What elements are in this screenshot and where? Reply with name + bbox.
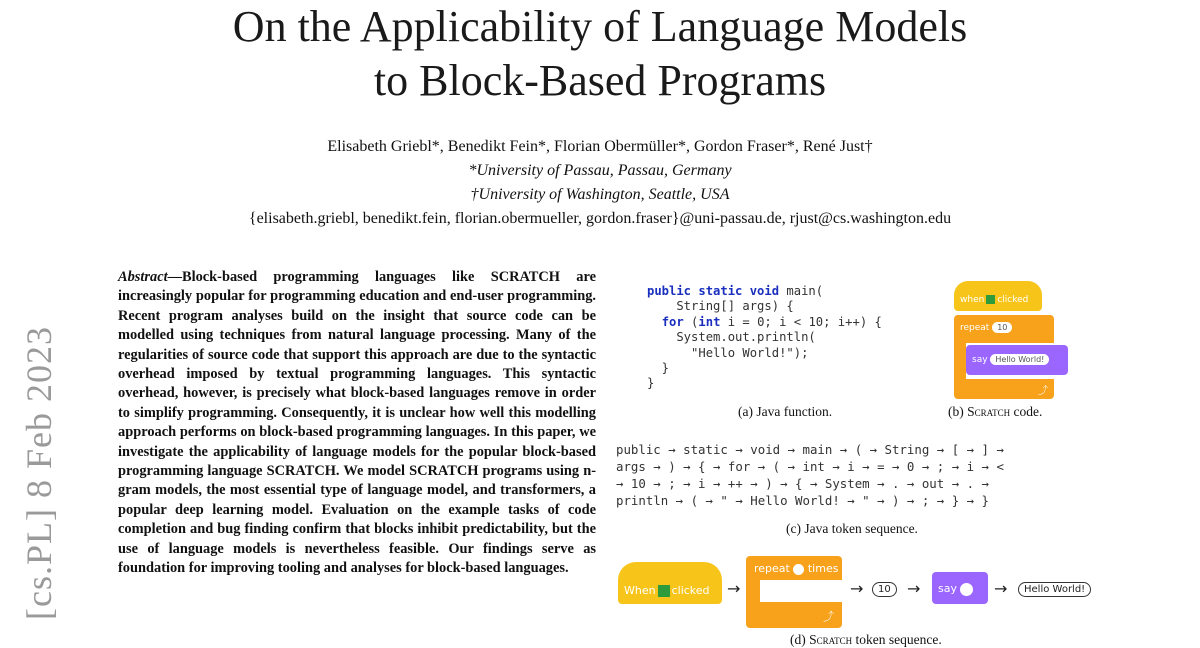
code-line-6: }	[647, 361, 670, 376]
caption-c: (c) Java token sequence.	[786, 521, 918, 536]
affiliation-passau: *University of Passau, Passau, Germany	[468, 162, 732, 179]
scratch-repeat-val: 10	[992, 322, 1012, 333]
abstract	[118, 268, 596, 579]
author-emails: {elisabeth.griebl, benedikt.fein, florian.obermueller, gordon.fraser}@uni-passau.de, rjust@cs.washington.edu	[248, 210, 952, 227]
token-line-2: args → ) → { → for → ( → int → i → = → 0 → ; → i → <	[616, 459, 1004, 474]
tok-hello: Hello World!	[1018, 582, 1091, 597]
tok-say-block	[932, 572, 988, 604]
scratch-say: say	[972, 355, 988, 365]
code-line-5: "Hello World!");	[647, 345, 809, 360]
scratch-repeat: repeat	[960, 323, 990, 333]
green-flag-icon-2	[658, 585, 670, 597]
code-line-1-tail: main(	[786, 284, 824, 298]
token-line-3: → 10 → ; → i → ++ → ) → { → System → . → out → . →	[616, 476, 989, 491]
loop-arrow-icon: ⤴	[1038, 386, 1048, 397]
paper-title	[0, 0, 1200, 108]
loop-arrow-icon-2: ⤴	[823, 610, 834, 623]
java-token-sequence	[616, 441, 1110, 509]
token-line-1: public → static → void → main → ( → String → [ → ] →	[616, 442, 1004, 457]
green-flag-icon	[986, 295, 995, 304]
author-names: Elisabeth Griebl*, Benedikt Fein*, Florian Obermüller*, Gordon Fraser*, René Just†	[327, 138, 873, 155]
java-code: public static void main( String[] args) { for (int i = 0; i < 10; i++) { System.out.println( "Hello World!"); } }	[647, 284, 882, 391]
scratch-code	[954, 277, 1072, 402]
caption-a: (a) Java function.	[738, 404, 833, 419]
arrow-1: →	[727, 579, 741, 598]
affiliation-washington: †University of Washington, Seattle, USA	[470, 186, 730, 203]
author-block	[0, 135, 1200, 231]
scratch-say-val: Hello World!	[990, 354, 1049, 365]
scratch-clicked: clicked	[997, 295, 1029, 305]
tok-when-block	[618, 562, 722, 604]
token-line-4: println → ( → " → Hello World! → " → ) → ; → } → }	[616, 493, 989, 508]
when-clicked-block	[954, 281, 1042, 311]
tok-times: times	[807, 562, 839, 575]
abstract-lead: Abstract	[118, 269, 168, 285]
arrow-3: →	[907, 579, 921, 598]
code-line-4: System.out.println(	[647, 330, 816, 345]
say-block	[966, 345, 1068, 375]
caption-d: (d) Scratch token sequence.	[790, 632, 942, 647]
scratch-when: when	[960, 295, 985, 305]
tok-when: When	[624, 584, 656, 597]
tok-ten: 10	[872, 582, 897, 597]
code-line-7: }	[647, 376, 655, 391]
arrow-4: →	[994, 579, 1008, 598]
arrow-2: →	[850, 579, 864, 598]
arxiv-stamp: [cs.PL] 8 Feb 2023	[19, 326, 59, 620]
title-line-1: On the Applicability of Language Models	[232, 2, 968, 51]
tok-repeat: repeat	[754, 562, 790, 575]
tok-clicked: clicked	[671, 584, 710, 597]
tok-say: say	[938, 582, 957, 595]
abstract-text: —Block-based programming languages like SCRATCH are increasingly popular for programming education and end-user programming. Recent program analyses build on the insight that source code can be modelled using techniques from natural language processing. Many of the regularities of source code that support this approach are due to the syntactic overhead imposed by textual programming languages. This syntactic overhead, however, is precisely what block-based languages remove in order to simplify programming. Consequently, it is unclear how well this modelling approach performs on block-based programming languages. In this paper, we investigate the applicability of language models for the popular block-based programming language SCRATCH. We model SCRATCH programs using n-gram models, the most essential type of language model, and transformers, a popular deep learning model. Evaluation on the example tasks of code completion and bug finding confirm that blocks inhibit predictability, but the use of language models is nevertheless feasible. Our findings serve as foundation for improving tooling and analyses for block-based languages.	[118, 269, 596, 577]
code-line-2: String[] args) {	[647, 299, 794, 314]
tok-repeat-block	[746, 556, 842, 628]
caption-b: (b) Scratch code.	[948, 404, 1043, 419]
title-line-2: to Block-Based Programs	[373, 56, 827, 105]
